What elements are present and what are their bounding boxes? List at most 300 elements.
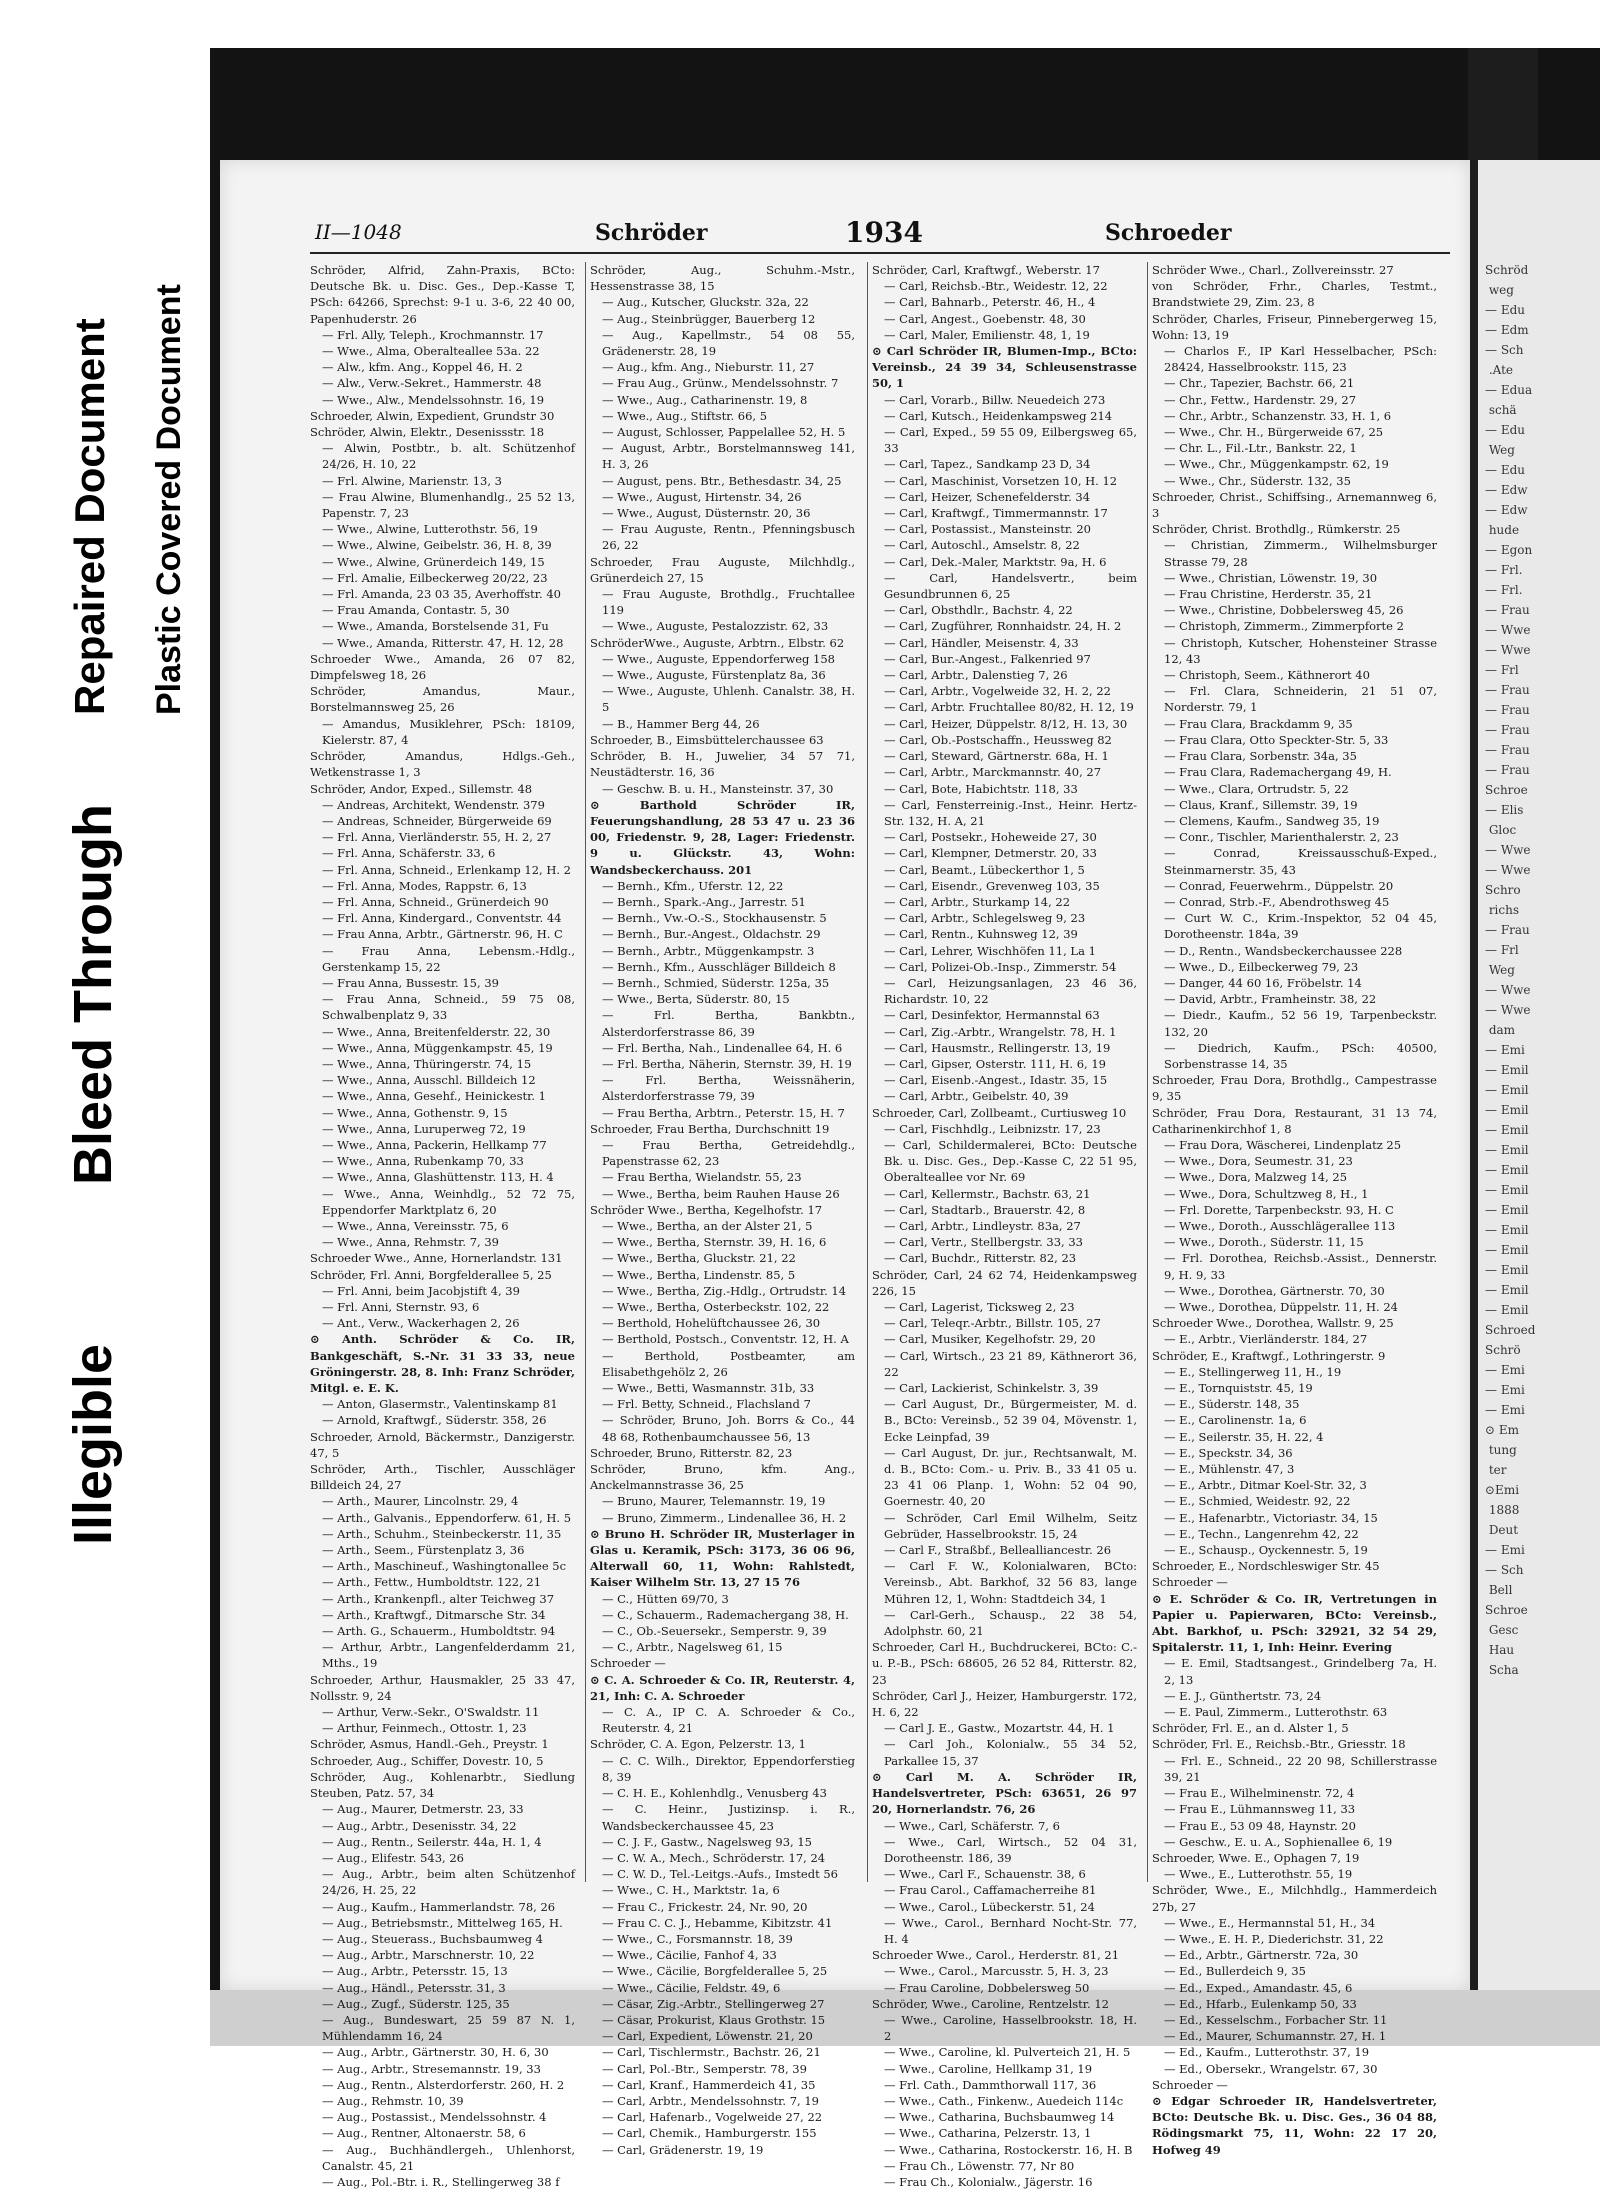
directory-entry: — Carl, Arbtr., Marckmannstr. 40, 27 [884, 765, 1102, 780]
directory-entry: — Arth., Fettw., Humboldtstr. 122, 21 [322, 1575, 542, 1590]
directory-entry: — Frl. Anna, Schneid., Erlenkamp 12, H. 2 [322, 862, 571, 877]
directory-entry: — Frau Anna, Schneid., 59 75 08, Schwalbenplatz 9, 33 [322, 992, 575, 1023]
directory-entry: Schröder, Asmus, Handl.-Geh., Preystr. 1 [310, 1737, 549, 1752]
directory-entry: — Wwe., Anna, Gesehf., Heinickestr. 1 [322, 1089, 546, 1104]
directory-entry: — Frau Ch., Löwenstr. 77, Nr 80 [884, 2158, 1075, 2173]
directory-entry: — Arthur, Verw.-Sekr., O'Swaldstr. 11 [322, 1705, 540, 1720]
directory-entry: Schroeder, Frau Bertha, Durchschnitt 19 [590, 1121, 830, 1136]
directory-entry: — Carl, Kutsch., Heidenkampsweg 214 [884, 408, 1113, 423]
directory-entry: — Frau Bertha, Getreidehdlg., Papenstrasse 62, 23 [602, 1137, 855, 1169]
directory-entry: — Aug., Rentn., Seilerstr. 44a, H. 1, 4 [322, 1834, 542, 1849]
directory-entry: — Aug., Steuerass., Buchsbaumweg 4 [322, 1931, 543, 1946]
directory-entry: — Wwe., C., Forsmannstr. 18, 39 [602, 1931, 793, 1946]
directory-entry: — Frau Alwine, Blumenhandlg., 25 52 13, Papenstr. 7, 23 [322, 489, 575, 521]
directory-entry: — Aug., Rentn., Alsterdorferstr. 260, H. 2 [322, 2077, 565, 2092]
directory-entry: — Bernh., Arbtr., Müggenkampstr. 3 [602, 943, 815, 958]
directory-entry: SchröderWwe., Auguste, Arbtrn., Elbstr. 62 [590, 635, 845, 650]
directory-entry: — C., Arbtr., Nagelsweg 61, 15 [602, 1640, 783, 1655]
directory-entry: — Frau Christine, Herderstr. 35, 21 [1164, 587, 1373, 602]
directory-entry: ⊙ Bruno H. Schröder IR, Musterlager in Glas u. Keramik, PSch: 3173, 36 06 96, Alterwall 60, 11, Wohn: Rahlstedt, Kaiser Wilhelm Str. 13, 27 15 76 [590, 1526, 855, 1590]
directory-entry: — Wwe., Anna, Gothenstr. 9, 15 [322, 1105, 508, 1120]
directory-entry: Schroeder, Arnold, Bäckermstr., Danzigerstr. 47, 5 [310, 1429, 575, 1460]
directory-entry: — Diedr., Kaufm., 52 56 19, Tarpenbeckstr. 132, 20 [1164, 1008, 1437, 1039]
directory-entry: — Wwe., Alma, Oberalteallee 53a. 22 [322, 344, 540, 359]
directory-entry: — Wwe., Catharina, Pelzerstr. 13, 1 [884, 2126, 1092, 2141]
directory-entry: — Carl, Dek.-Maler, Marktstr. 9a, H. 6 [884, 554, 1107, 569]
directory-entry: — Wwe., Dorothea, Gärtnerstr. 70, 30 [1164, 1283, 1385, 1298]
directory-entry: — Clemens, Kaufm., Sandweg 35, 19 [1164, 813, 1380, 828]
directory-entry: — Arth., Kraftwgf., Ditmarsche Str. 34 [322, 1607, 546, 1622]
directory-entry: — Carl, Pol.-Btr., Semperstr. 78, 39 [602, 2061, 807, 2076]
directory-entry: — Wwe., Doroth., Ausschlägerallee 113 [1164, 1218, 1396, 1233]
directory-entry: — Alwin, Postbtr., b. alt. Schützenhof 24/26, H. 10, 22 [322, 441, 575, 472]
directory-entry: — Aug., Arbtr., Marschnerstr. 10, 22 [322, 1948, 535, 1963]
directory-entry: — Wwe., Anna, Ausschl. Billdeich 12 [322, 1073, 536, 1088]
directory-entry: — E. J., Günthertstr. 73, 24 [1164, 1688, 1322, 1703]
directory-entry: — Carl, Arbtr., Vogelweide 32, H. 2, 22 [884, 684, 1111, 699]
directory-entry: — Aug., Steinbrügger, Bauerberg 12 [602, 311, 816, 326]
directory-entry: — Wwe., Anna, Weinhdlg., 52 72 75, Eppendorfer Marktplatz 6, 20 [322, 1186, 575, 1217]
directory-entry: — Carl, Beamt., Lübeckerthor 1, 5 [884, 862, 1085, 877]
directory-entry: — Carl, Hafenarb., Vogelweide 27, 22 [602, 2110, 823, 2125]
directory-entry: — Carl, Teleqr.-Arbtr., Billstr. 105, 27 [884, 1316, 1101, 1331]
directory-entry: Schroeder, Wwe. E., Ophagen 7, 19 [1152, 1850, 1360, 1865]
directory-entry: — E., Techn., Langenrehm 42, 22 [1164, 1526, 1359, 1541]
directory-entry: — Carl, Arbtr., Geibelstr. 40, 39 [884, 1089, 1069, 1104]
directory-entry: — Wwe., Betti, Wasmannstr. 31b, 33 [602, 1381, 815, 1396]
directory-entry: — Carl F., Straßbf., Bellealliancestr. 26 [884, 1543, 1112, 1558]
directory-entry: — Aug., Arbtr., beim alten Schützenhof 24/26, H. 25, 22 [322, 1867, 575, 1898]
directory-entry: Schroeder — [1152, 1575, 1228, 1590]
directory-entry: — Christoph, Kutscher, Hohensteiner Strasse 12, 43 [1164, 635, 1437, 666]
directory-entry: — Arth., Maurer, Lincolnstr. 29, 4 [322, 1494, 519, 1509]
directory-entry: Schröder, Carl, 24 62 74, Heidenkampsweg 226, 15 [872, 1267, 1137, 1298]
directory-entry: — Wwe., Alwine, Grünerdeich 149, 15 [322, 554, 545, 569]
directory-entry: — Frl. Anni, Sternstr. 93, 6 [322, 1300, 480, 1314]
directory-entry: Schröder, Christ. Brothdlg., Rümkerstr. 25 [1152, 522, 1401, 537]
directory-entry: — Conrad, Kreissausschuß-Exped., Steinmarnerstr. 35, 43 [1164, 846, 1437, 877]
directory-entry: — Wwe., Caroline, kl. Pulverteich 21, H. 5 [884, 2045, 1131, 2060]
directory-entry: — Wwe., Amanda, Borstelsende 31, Fu [322, 619, 549, 634]
directory-entry: — Frau Auguste, Rentn., Pfenningsbusch 26, 22 [602, 522, 855, 553]
directory-entry: Schroeder, Alwin, Expedient, Grundstr 30 [310, 408, 555, 423]
directory-entry: — Frau Clara, Otto Speckter-Str. 5, 33 [1164, 732, 1389, 747]
directory-entry: — Carl, Eisendr., Grevenweg 103, 35 [884, 878, 1100, 893]
directory-entry: — Wwe., August, Hirtenstr. 34, 26 [602, 489, 802, 504]
directory-entry: — Carl J. E., Gastw., Mozartstr. 44, H. 1 [884, 1721, 1115, 1736]
directory-entry: — Frau Aug., Grünw., Mendelssohnstr. 7 [602, 376, 839, 391]
directory-entry: Schroeder, Frau Dora, Brothdlg., Campestrasse 9, 35 [1152, 1073, 1437, 1104]
directory-entry: — Wwe., Anna, Müggenkampstr. 45, 19 [322, 1040, 553, 1055]
page-number: II—1048 [315, 220, 402, 244]
directory-entry: — Wwe., Amanda, Ritterstr. 47, H. 12, 28 [322, 635, 564, 650]
directory-entry: — Aug., Arbtr., Desenisstr. 34, 22 [322, 1818, 517, 1833]
directory-entry: — Curt W. C., Krim.-Inspektor, 52 04 45, Dorotheenstr. 184a, 39 [1164, 911, 1437, 942]
directory-entry: — Wwe., Bertha, Sternstr. 39, H. 16, 6 [602, 1235, 827, 1250]
directory-entry: — Bernh., Kfm., Uferstr. 12, 22 [602, 878, 784, 893]
directory-entry: ⊙ E. Schröder & Co. IR, Vertretungen in Papier u. Papierwaren, BCto: Vereinsb., Abt. Barkhof, u. PSch: 32921, 32 54 29, Spitalerstr. 11, 1, Inh: Heinr. Evering [1152, 1591, 1437, 1655]
directory-entry: — Frau Auguste, Brothdlg., Fruchtallee 119 [602, 587, 855, 618]
directory-entry: — Bernh., Kfm., Ausschläger Billdeich 8 [602, 959, 836, 974]
directory-entry: — Wwe., Dora, Malzweg 14, 25 [1164, 1170, 1348, 1185]
directory-entry: — Frl. Alwine, Marienstr. 13, 3 [322, 473, 502, 488]
directory-entry: — Carl, Postassist., Mansteinstr. 20 [884, 522, 1091, 537]
directory-entry: — C. Heinr., Justizinsp. i. R., Wandsbeckerchaussee 45, 23 [602, 1802, 855, 1833]
directory-entry: — E., Schausp., Oyckennestr. 5, 19 [1164, 1543, 1368, 1558]
directory-entry: — Frau Anna, Arbtr., Gärtnerstr. 96, H. C [322, 927, 563, 942]
directory-entry: ⊙ Edgar Schroeder IR, Handelsvertreter, BCto: Deutsche Bk. u. Disc. Ges., 36 04 88, Rödingsmarkt 75, 11, Wohn: 22 17 20, Hofweg 49 [1152, 2093, 1437, 2157]
directory-entry: Schröder, Amandus, Maur., Borstelmannsweg 25, 26 [310, 684, 575, 715]
directory-entry: — Bernh., Bur.-Angest., Oldachstr. 29 [602, 927, 821, 942]
directory-entry: — Christian, Zimmerm., Wilhelmsburger Strasse 79, 28 [1164, 538, 1437, 569]
directory-entry: Schroeder, Frau Auguste, Milchhdlg., Grünerdeich 27, 15 [590, 554, 855, 585]
column-divider [867, 262, 868, 1882]
directory-entry: Schröder, Frau Dora, Restaurant, 31 13 74, Catharinenkirchhof 1, 8 [1152, 1105, 1437, 1136]
column-divider [585, 262, 586, 1882]
directory-entry: — Bernh., Schmied, Süderstr. 125a, 35 [602, 975, 830, 990]
directory-entry: — Christoph, Zimmerm., Zimmerpforte 2 [1164, 619, 1404, 634]
directory-entry: — Aug., Bundeswart, 25 59 87 N. 1, Mühlendamm 16, 24 [322, 2012, 575, 2044]
directory-entry: — Aug., Maurer, Detmerstr. 23, 33 [322, 1802, 524, 1817]
directory-entry: — Carl, Tischlermstr., Bachstr. 26, 21 [602, 2045, 821, 2060]
directory-entry: Schröder, Alwin, Elektr., Desenissstr. 18 [310, 425, 545, 440]
directory-entry: — Carl August, Dr. jur., Rechtsanwalt, M. d. B., BCto: Com.- u. Priv. B., 33 41 05 u. 23 41 06 Planp. 1, Wohn: 52 04 90, Goernestr. 40, 20 [884, 1445, 1137, 1509]
directory-entry: — Carl, Bur.-Angest., Falkenried 97 [884, 651, 1091, 666]
directory-entry: — Aug., Kutscher, Gluckstr. 32a, 22 [602, 295, 809, 310]
directory-entry: Schroeder, Carl H., Buchdruckerei, BCto: C.-u. P.-B., PSch: 68605, 26 52 84, Ritterstr. 82, 23 [872, 1640, 1137, 1687]
directory-entry: Schröder Wwe., Charl., Zollvereinsstr. 27 [1152, 263, 1394, 277]
directory-entry: — Arth., Krankenpfl., alter Teichweg 37 [322, 1591, 555, 1606]
directory-entry: — Carl, Polizei-Ob.-Insp., Zimmerstr. 54 [884, 959, 1117, 974]
directory-entry: ⊙ C. A. Schroeder & Co. IR, Reuterstr. 4, 21, Inh: C. A. Schroeder [590, 1672, 855, 1703]
directory-entry: — E., Stellingerweg 11, H., 19 [1164, 1364, 1342, 1379]
directory-entry: — Carl, Zig.-Arbtr., Wrangelstr. 78, H. 1 [884, 1024, 1117, 1039]
directory-entry: — Aug., kfm. Ang., Nieburstr. 11, 27 [602, 360, 815, 375]
directory-entry: — Arthur, Feinmech., Ottostr. 1, 23 [322, 1721, 527, 1736]
directory-entry: — D., Rentn., Wandsbeckerchaussee 228 [1164, 943, 1403, 958]
directory-entry: — Amandus, Musiklehrer, PSch: 18109, Kielerstr. 87, 4 [322, 716, 575, 747]
directory-entry: — Wwe., Bertha, Lindenstr. 85, 5 [602, 1267, 796, 1282]
directory-entry: — Wwe., Bertha, beim Rauhen Hause 26 [602, 1186, 840, 1201]
directory-entry: — C. W. A., Mech., Schröderstr. 17, 24 [602, 1850, 826, 1865]
directory-entry: — Frl. Anni, beim Jacobjstift 4, 39 [322, 1283, 520, 1298]
directory-entry: — Wwe., Cath., Finkenw., Auedeich 114c [884, 2093, 1124, 2108]
directory-entry: — Alw., kfm. Ang., Koppel 46, H. 2 [322, 360, 523, 375]
header-right-title: Schroeder [1105, 220, 1232, 246]
directory-entry: — Frl. Dorette, Tarpenbeckstr. 93, H. C [1164, 1202, 1394, 1217]
directory-entry: — Carl, Arbtr., Mendelssohnstr. 7, 19 [602, 2093, 819, 2108]
directory-entry: — Frl. Anna, Kindergard., Conventstr. 44 [322, 911, 562, 926]
directory-entry: — Frau Clara, Brackdamm 9, 35 [1164, 716, 1353, 731]
directory-entry: — Wwe., Caroline, Hasselbrookstr. 18, H. 2 [884, 2012, 1137, 2044]
directory-entry: — Frl. Bertha, Bankbtn., Alsterdorferstrasse 86, 39 [602, 1008, 855, 1039]
directory-entry: — Ed., Obersekr., Wrangelstr. 67, 30 [1164, 2061, 1378, 2076]
directory-entry: — Carl, Arbtr., Schlegelsweg 9, 23 [884, 911, 1086, 926]
directory-entry: — E., Seilerstr. 35, H. 22, 4 [1164, 1429, 1324, 1444]
directory-entry: — Carl, Expedient, Löwenstr. 21, 20 [602, 2029, 813, 2044]
directory-entry: — Chr., Arbtr., Schanzenstr. 33, H. 1, 6 [1164, 408, 1392, 423]
directory-entry: — Berthold, Postbeamter, am Elisabethgehölz 2, 26 [602, 1348, 855, 1379]
directory-entry: Schroeder, B., Eimsbüttelerchaussee 63 [590, 732, 824, 747]
directory-entry: — Wwe., Dora, Schultzweg 8, H., 1 [1164, 1186, 1369, 1201]
directory-entry: — Wwe., Anna, Rehmstr. 7, 39 [322, 1235, 499, 1250]
directory-entry: — Carl, Obsthdlr., Bachstr. 4, 22 [884, 603, 1073, 618]
directory-entry: — Carl, Heizer, Schenefelderstr. 34 [884, 489, 1091, 504]
directory-entry: — Wwe., Alwine, Geibelstr. 36, H. 8, 39 [322, 538, 552, 553]
directory-entry: — Carl, Zugführer, Ronnhaidstr. 24, H. 2 [884, 619, 1122, 634]
directory-entry: — Aug., Arbtr., Petersstr. 15, 13 [322, 1964, 508, 1979]
directory-entry: — Wwe., Anna, Thüringerstr. 74, 15 [322, 1056, 532, 1071]
directory-entry: — Wwe., Anna, Packerin, Hellkamp 77 [322, 1137, 547, 1152]
directory-entry: — Frau Dora, Wäscherei, Lindenplatz 25 [1164, 1137, 1402, 1152]
directory-entry: — Andreas, Architekt, Wendenstr. 379 [322, 797, 545, 812]
directory-entry: — Frl. Clara, Schneiderin, 21 51 07, Norderstr. 79, 1 [1164, 684, 1437, 715]
directory-entry: — Wwe., Bertha, Gluckstr. 21, 22 [602, 1251, 796, 1266]
directory-entry: Schröder, Andor, Exped., Sillemstr. 48 [310, 781, 533, 796]
directory-entry: — Frl. Ally, Teleph., Krochmannstr. 17 [322, 327, 544, 342]
directory-entry: — Wwe., Aug., Stiftstr. 66, 5 [602, 408, 768, 423]
directory-entry: — Ed., Hfarb., Eulenkamp 50, 33 [1164, 1996, 1357, 2011]
directory-entry: Schröder, Frl. E., Reichsb.-Btr., Griesstr. 18 [1152, 1737, 1406, 1752]
directory-entry: — Wwe., E. H. P., Diederichstr. 31, 22 [1164, 1931, 1384, 1946]
directory-entry: — Aug., Händl., Petersstr. 31, 3 [322, 1980, 506, 1995]
directory-entry: — Frau Amanda, Contastr. 5, 30 [322, 603, 510, 618]
directory-entry: — Arnold, Kraftwgf., Süderstr. 358, 26 [322, 1413, 547, 1428]
directory-entry: — Aug., Rehmstr. 10, 39 [322, 2093, 464, 2108]
directory-entry: — Arth., Schuhm., Steinbeckerstr. 11, 35 [322, 1526, 562, 1541]
directory-entry: — Wwe., Dorothea, Düppelstr. 11, H. 24 [1164, 1300, 1398, 1314]
directory-entry: — Chr. L., Fil.-Ltr., Bankstr. 22, 1 [1164, 441, 1357, 456]
directory-entry: — Anton, Glasermstr., Valentinskamp 81 [322, 1397, 558, 1412]
directory-entry: — Frl. E., Schneid., 22 20 98, Schillerstrasse 39, 21 [1164, 1753, 1437, 1784]
directory-entry: — Carl, Stadtarb., Brauerstr. 42, 8 [884, 1202, 1086, 1217]
directory-entry: — Wwe., Chr., Süderstr. 132, 35 [1164, 473, 1351, 488]
directory-entry: — Wwe., Auguste, Pestalozzistr. 62, 33 [602, 619, 829, 634]
directory-entry: — Aug., Kaufm., Hammerlandstr. 78, 26 [322, 1899, 556, 1914]
directory-entry: — Wwe., C. H., Marktstr. 1a, 6 [602, 1883, 780, 1898]
directory-entry: — Ed., Arbtr., Gärtnerstr. 72a, 30 [1164, 1948, 1359, 1963]
directory-entry: — Frl. Bertha, Näherin, Sternstr. 39, H. 19 [602, 1056, 852, 1071]
label-illegible: Illegible [63, 1343, 123, 1545]
directory-entry: — August, pens. Btr., Bethesdastr. 34, 25 [602, 473, 842, 488]
directory-entry: — Carl, Fischhdlg., Leibnizstr. 17, 23 [884, 1121, 1101, 1136]
directory-entry: — Carl, Exped., 59 55 09, Eilbergsweg 65, 33 [884, 425, 1137, 456]
directory-entry: — Frl. Anna, Vierländerstr. 55, H. 2, 27 [322, 830, 552, 845]
directory-entry: — Wwe., Berta, Süderstr. 80, 15 [602, 992, 790, 1007]
directory-entry: Schroeder Wwe., Dorothea, Wallstr. 9, 25 [1152, 1316, 1394, 1331]
directory-entry: — Carl, Hausmstr., Rellingerstr. 13, 19 [884, 1040, 1111, 1055]
directory-entry: — Arthur, Arbtr., Langenfelderdamm 21, Mths., 19 [322, 1640, 575, 1671]
directory-entry: — Charlos F., IP Karl Hesselbacher, PSch: 28424, Hasselbrookstr. 115, 23 [1164, 344, 1437, 375]
directory-entry: — Frau E., Lühmannsweg 11, 33 [1164, 1802, 1356, 1817]
directory-entry: — Conrad, Strb.-F., Abendrothsweg 45 [1164, 894, 1390, 909]
directory-entry: — E., Süderstr. 148, 35 [1164, 1397, 1300, 1412]
directory-entry: — Frau Caroline, Dobbelersweg 50 [884, 1980, 1090, 1995]
directory-entry: — Carl, Lagerist, Ticksweg 2, 23 [884, 1300, 1075, 1314]
directory-entry: — Carl, Bote, Habichtstr. 118, 33 [884, 781, 1078, 796]
directory-entry: — B., Hammer Berg 44, 26 [602, 716, 760, 731]
directory-entry: — Wwe., Bertha, Zig.-Hdlg., Ortrudstr. 14 [602, 1283, 847, 1298]
directory-entry: — Carl, Desinfektor, Hermannstal 63 [884, 1008, 1100, 1023]
directory-entry: Schroeder, Aug., Schiffer, Dovestr. 10, 5 [310, 1753, 544, 1768]
directory-entry: Schröder, Carl J., Heizer, Hamburgerstr. 172, H. 6, 22 [872, 1688, 1137, 1720]
directory-entry: — Carl, Postsekr., Hoheweide 27, 30 [884, 830, 1097, 845]
directory-entry: — Danger, 44 60 16, Fröbelstr. 14 [1164, 975, 1362, 990]
directory-entry: — Ed., Kesselschm., Forbacher Str. 11 [1164, 2012, 1388, 2027]
directory-entry: — Wwe., Caroline, Hellkamp 31, 19 [884, 2061, 1093, 2076]
directory-entry: — Frau Bertha, Arbtrn., Peterstr. 15, H. 7 [602, 1105, 845, 1120]
directory-entry: — Arth., Seem., Fürstenplatz 3, 36 [322, 1543, 525, 1558]
directory-entry: — Frau Carol., Caffamacherreihe 81 [884, 1883, 1097, 1898]
directory-entry: — Wwe., Cäcilie, Borgfelderallee 5, 25 [602, 1964, 828, 1979]
directory-entry: — E., Tornquiststr. 45, 19 [1164, 1381, 1313, 1396]
directory-entry: — Carl, Arbtr. Fruchtallee 80/82, H. 12, 19 [884, 700, 1134, 715]
directory-entry: — Frau Clara, Sorbenstr. 34a, 35 [1164, 749, 1357, 764]
directory-column-1 [310, 262, 575, 2189]
classification-labels [0, 0, 210, 2177]
directory-entry: — Wwe., Bertha, Osterbeckstr. 102, 22 [602, 1300, 830, 1314]
directory-entry: — Frau Anna, Lebensm.-Hdlg., Gerstenkamp 15, 22 [322, 943, 575, 974]
directory-entry: Schroeder — [590, 1656, 666, 1671]
directory-entry: — August, Arbtr., Borstelmannsweg 141, H. 3, 26 [602, 441, 855, 472]
directory-entry: — Aug., Betriebsmstr., Mittelweg 165, H. [322, 1915, 563, 1930]
directory-entry: — Wwe., Chr., Müggenkampstr. 62, 19 [1164, 457, 1389, 472]
directory-entry: — Frl. Bertha, Weissnäherin, Alsterdorferstrasse 79, 39 [602, 1073, 855, 1104]
directory-entry: — Carl, Kellermstr., Bachstr. 63, 21 [884, 1186, 1091, 1201]
directory-entry: Schröder, Bruno, kfm. Ang., Anckelmannstrasse 36, 25 [590, 1462, 855, 1493]
directory-entry: — Carl, Chemik., Hamburgerstr. 155 [602, 2126, 817, 2141]
directory-entry: — Arth., Maschineuf., Washingtonallee 5c [322, 1559, 567, 1574]
directory-entry: — Carl, Handelsvertr., beim Gesundbrunnen 6, 25 [884, 570, 1137, 602]
directory-entry: ⊙ Barthold Schröder IR, Feuerungshandlung, 28 53 47 u. 23 36 00, Friedenstr. 9, 28, Lager: Friedenstr. 9 u. Glückstr. 43, Wohn: Wandsbeckerchauss. 201 [590, 797, 855, 877]
directory-entry: Schroeder — [1152, 2077, 1228, 2092]
directory-entry: — Carl August, Dr., Bürgermeister, M. d. B., BCto: Vereinsb., 52 39 04, Mövenstr. 1, Ecke Leinpfad, 39 [884, 1397, 1137, 1444]
directory-entry: — C., Schauerm., Rademachergang 38, H. [602, 1607, 849, 1622]
directory-entry: — C. C. Wilh., Direktor, Eppendorferstieg 8, 39 [602, 1753, 855, 1784]
directory-entry: — E., Carolinenstr. 1a, 6 [1164, 1413, 1307, 1428]
directory-entry: — Wwe., Carol., Bernhard Nocht-Str. 77, H. 4 [884, 1915, 1137, 1946]
directory-entry: Schroeder, Arthur, Hausmakler, 25 33 47, Nollsstr. 9, 24 [310, 1672, 575, 1703]
directory-entry: — Frl. Anna, Modes, Rappstr. 6, 13 [322, 878, 527, 893]
directory-entry: — Wwe., Carl F., Schauenstr. 38, 6 [884, 1867, 1086, 1882]
directory-entry: — Aug., Kapellmstr., 54 08 55, Grädenerstr. 28, 19 [602, 327, 855, 359]
directory-entry: — Carl, Vertr., Stellbergstr. 33, 33 [884, 1235, 1084, 1250]
directory-entry: — Carl, Heizungsanlagen, 23 46 36, Richardstr. 10, 22 [884, 975, 1137, 1007]
directory-entry: — Conr., Tischler, Marienthalerstr. 2, 23 [1164, 830, 1399, 845]
directory-entry: — Frl. Bertha, Nah., Lindenallee 64, H. 6 [602, 1040, 843, 1055]
directory-entry: — Wwe., Anna, Luruperweg 72, 19 [322, 1121, 526, 1136]
directory-entry: — Aug., Arbtr., Gärtnerstr. 30, H. 6, 30 [322, 2045, 549, 2060]
directory-entry: — Carl, Rentn., Kuhnsweg 12, 39 [884, 927, 1078, 942]
directory-entry: — August, Schlosser, Pappelallee 52, H. 5 [602, 425, 846, 440]
directory-entry: — Wwe., Chr. H., Bürgerweide 67, 25 [1164, 425, 1384, 440]
directory-entry: — Wwe., Anna, Rubenkamp 70, 33 [322, 1154, 524, 1169]
directory-entry: — Carl, Steward, Gärtnerstr. 68a, H. 1 [884, 749, 1109, 764]
directory-entry: — Conrad, Feuerwehrm., Düppelstr. 20 [1164, 878, 1394, 893]
directory-entry: — Chr., Fettw., Hardenstr. 29, 27 [1164, 392, 1357, 407]
directory-entry: — Carl, Maschinist, Vorsetzen 10, H. 12 [884, 473, 1118, 488]
directory-entry: — Bernh., Spark.-Ang., Jarrestr. 51 [602, 894, 806, 909]
directory-entry: — Wwe., Doroth., Süderstr. 11, 15 [1164, 1235, 1364, 1250]
directory-entry: — Carl, Musiker, Kegelhofstr. 29, 20 [884, 1332, 1096, 1347]
directory-entry: — Wwe., Dora, Seumestr. 31, 23 [1164, 1154, 1353, 1169]
directory-entry: Schröder, Frl. E., an d. Alster 1, 5 [1152, 1721, 1349, 1736]
directory-entry: — Carl, Autoschl., Amselstr. 8, 22 [884, 538, 1080, 553]
directory-entry: — Schröder, Bruno, Joh. Borrs & Co., 44 48 68, Rothenbaumchaussee 56, 13 [602, 1413, 855, 1444]
column-divider [1147, 262, 1148, 1882]
directory-entry: — Carl, Gipser, Osterstr. 111, H. 6, 19 [884, 1056, 1106, 1071]
directory-entry: — Wwe., Anna, Vereinsstr. 75, 6 [322, 1218, 509, 1233]
directory-entry: — Frl. Cath., Dammthorwall 117, 36 [884, 2077, 1097, 2092]
directory-entry: — Carl, Lackierist, Schinkelstr. 3, 39 [884, 1381, 1099, 1396]
directory-entry: — Carl, Grädenerstr. 19, 19 [602, 2142, 764, 2157]
directory-entry: — Aug., Zugf., Süderstr. 125, 35 [322, 1996, 510, 2011]
directory-entry: — Frau E., 53 09 48, Haynstr. 20 [1164, 1818, 1356, 1833]
directory-entry: — Claus, Kranf., Sillemstr. 39, 19 [1164, 797, 1358, 812]
directory-entry: Schröder, Amandus, Hdlgs.-Geh., Wetkenstrasse 1, 3 [310, 749, 575, 780]
label-plastic-covered-document: Plastic Covered Document [150, 284, 188, 715]
directory-column-2 [590, 262, 855, 2157]
directory-entry: — Carl, Arbtr., Sturkamp 14, 22 [884, 894, 1071, 909]
directory-entry: — Berthold, Postsch., Conventstr. 12, H. A [602, 1332, 849, 1347]
directory-entry: — Carl, Wirtsch., 23 21 89, Käthnerort 36, 22 [884, 1348, 1137, 1379]
directory-entry: — Ed., Maurer, Schumannstr. 27, H. 1 [1164, 2029, 1387, 2044]
directory-entry: — Carl, Reichsb.-Btr., Weidestr. 12, 22 [884, 279, 1108, 294]
directory-entry: — Chr., Tapezier, Bachstr. 66, 21 [1164, 376, 1355, 391]
directory-entry: — Diedrich, Kaufm., PSch: 40500, Sorbenstrasse 14, 35 [1164, 1040, 1437, 1071]
directory-entry: — Carl, Schildermalerei, BCto: Deutsche Bk. u. Disc. Ges., Dep.-Kasse C, 22 51 95, Oberalteallee vor Nr. 69 [884, 1137, 1137, 1185]
directory-entry: — Ed., Exped., Amandastr. 45, 6 [1164, 1980, 1353, 1995]
directory-entry: Schroeder Wwe., Carol., Herderstr. 81, 21 [872, 1948, 1120, 1963]
directory-entry: — Frl. Anna, Schäferstr. 33, 6 [322, 846, 496, 861]
header-year: 1934 [845, 216, 923, 249]
directory-entry: — C., Ob.-Seuersekr., Semperstr. 9, 39 [602, 1624, 827, 1639]
directory-entry: — Wwe., Anna, Breitenfelderstr. 22, 30 [322, 1024, 551, 1039]
directory-entry: — C. A., IP C. A. Schroeder & Co., Reuterstr. 4, 21 [602, 1705, 855, 1736]
directory-entry: — Aug., Rentner, Altonaerstr. 58, 6 [322, 2126, 526, 2141]
directory-entry: — Frau Clara, Rademachergang 49, H. [1164, 765, 1392, 780]
directory-entry: — Aug., Buchhändlergeh., Uhlenhorst, Canalstr. 45, 21 [322, 2142, 575, 2173]
directory-entry: — Carl, Angest., Goebenstr. 48, 30 [884, 311, 1086, 326]
directory-entry: — Carl, Vorarb., Billw. Neuedeich 273 [884, 392, 1106, 407]
directory-entry: Schroeder, Christ., Schiffsing., Arnemannweg 6, 3 [1152, 489, 1437, 521]
header-left-title: Schröder [595, 220, 708, 246]
directory-entry: Schröder, Aug., Kohlenarbtr., Siedlung Steuben, Patz. 57, 34 [310, 1769, 575, 1801]
directory-entry: — Aug., Elifestr. 543, 26 [322, 1850, 464, 1865]
directory-entry: — Wwe., Christine, Dobbelersweg 45, 26 [1164, 603, 1404, 618]
directory-entry: — Wwe., Carl, Schäferstr. 7, 6 [884, 1818, 1060, 1833]
label-repaired-document: Repaired Document [66, 318, 113, 715]
directory-entry: Schröder, Arth., Tischler, Ausschläger Billdeich 24, 27 [310, 1462, 575, 1493]
directory-entry: — Wwe., Auguste, Eppendorferweg 158 [602, 651, 835, 666]
directory-entry: — Christoph, Seem., Käthnerort 40 [1164, 668, 1370, 683]
directory-entry: Schröder, B. H., Juwelier, 34 57 71, Neustädterstr. 16, 36 [590, 749, 855, 780]
directory-entry: Schroeder, E., Nordschleswiger Str. 45 [1152, 1559, 1380, 1574]
directory-entry: — Frau C. C. J., Hebamme, Kibitzstr. 41 [602, 1915, 833, 1930]
directory-entry: — E., Hafenarbtr., Victoriastr. 34, 15 [1164, 1510, 1378, 1525]
directory-entry: — Wwe., Clara, Ortrudstr. 5, 22 [1164, 781, 1349, 796]
directory-entry: — Carl, Fensterreinig.-Inst., Heinr. Hertz-Str. 132, H. A, 21 [884, 797, 1137, 828]
directory-entry: — Carl-Gerh., Schausp., 22 38 54, Adolphstr. 60, 21 [884, 1607, 1137, 1639]
directory-entry: ⊙ Anth. Schröder & Co. IR, Bankgeschäft, S.-Nr. 31 33 33, neue Gröningerstr. 28, 8. Inh: Franz Schröder, Mitgl. e. E. K. [310, 1332, 575, 1396]
directory-entry: — Wwe., Catharina, Rostockerstr. 16, H. B [884, 2142, 1133, 2157]
directory-entry: — Wwe., Auguste, Fürstenplatz 8a, 36 [602, 668, 826, 683]
directory-entry: — Carl, Bahnarb., Peterstr. 46, H., 4 [884, 295, 1096, 310]
directory-entry: Schröder, C. A. Egon, Pelzerstr. 13, 1 [590, 1737, 806, 1752]
directory-entry: — Carl, Lehrer, Wischhöfen 11, La 1 [884, 943, 1096, 958]
directory-entry: Schröder Wwe., Bertha, Kegelhofstr. 17 [590, 1202, 823, 1217]
directory-entry: — Wwe., Cäcilie, Feldstr. 49, 6 [602, 1980, 781, 1995]
